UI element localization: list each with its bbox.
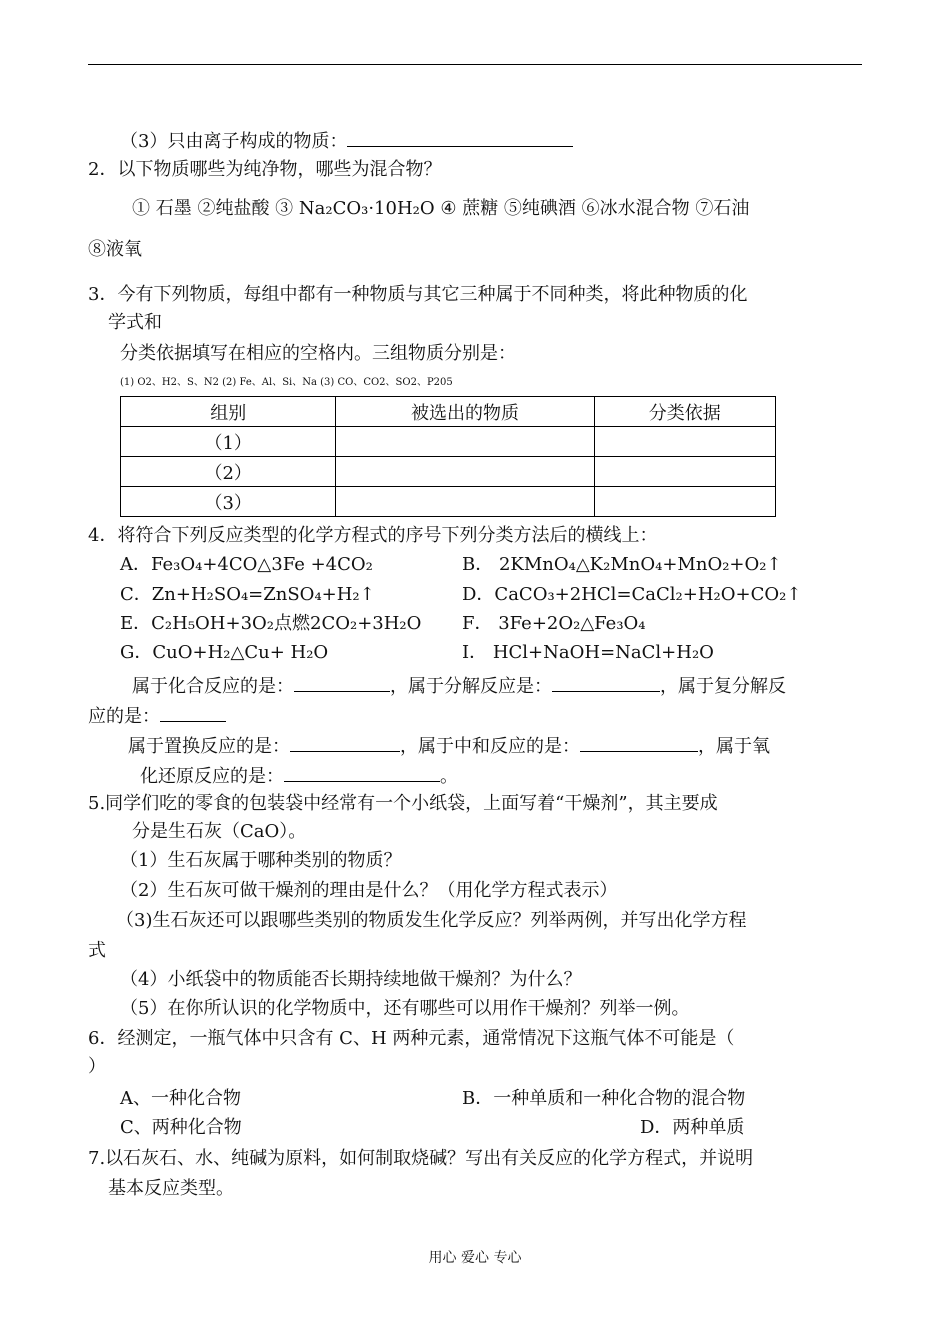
table-header: 分类依据 bbox=[594, 397, 775, 427]
q4-option-f: F． 3Fe+2O₂△Fe₃O₄ bbox=[462, 613, 646, 634]
q1-item3: （3）只由离子构成的物质： bbox=[120, 128, 573, 154]
table-cell-answer[interactable] bbox=[594, 487, 775, 517]
q2-stem: 2．以下物质哪些为纯净物，哪些为混合物？ bbox=[88, 159, 442, 180]
table-header: 组别 bbox=[121, 397, 336, 427]
q3-stem: 3．今有下列物质，每组中都有一种物质与其它三种属于不同种类，将此种物质的化 bbox=[88, 284, 748, 305]
q5-part-2: （2）生石灰可做干燥剂的理由是什么？（用化学方程式表示） bbox=[120, 880, 618, 901]
q5-part-3-cont: 式 bbox=[88, 940, 106, 961]
table-cell-answer[interactable] bbox=[336, 427, 594, 457]
table-header: 被选出的物质 bbox=[336, 397, 594, 427]
answer-blank[interactable] bbox=[347, 128, 573, 147]
q4-option-g: G．CuO+H₂△Cu+ H₂O bbox=[120, 642, 329, 663]
q3-groups: (1) O2、H2、S、N2 (2) Fe、Al、Si、Na (3) CO、CO2、SO2、P205 bbox=[120, 377, 453, 388]
answer-blank[interactable] bbox=[294, 673, 390, 692]
q4-answer-line-3: 属于置换反应的是： ，属于中和反应的是： ，属于氧 bbox=[128, 733, 770, 759]
table-cell-group: （3） bbox=[121, 487, 336, 517]
q5-part-3: （3)生石灰还可以跟哪些类别的物质发生化学反应？列举两例，并写出化学方程 bbox=[116, 910, 747, 931]
answer-blank[interactable] bbox=[552, 673, 660, 692]
q7-stem-cont: 基本反应类型。 bbox=[108, 1178, 234, 1199]
q6-stem-cont: ） bbox=[88, 1056, 106, 1077]
q4-answer-line-4: 化还原反应的是： 。 bbox=[140, 763, 458, 789]
q4-option-e: E．C₂H₅OH+3O₂点燃2CO₂+3H₂O bbox=[120, 613, 422, 634]
q4-answer-line-1: 属于化合反应的是： ，属于分解反应是： ，属于复分解反 bbox=[132, 673, 786, 699]
q2-list-cont: ⑧液氧 bbox=[88, 239, 142, 260]
table-cell-group: （1） bbox=[121, 427, 336, 457]
q4-option-b: B． 2KMnO₄△K₂MnO₄+MnO₂+O₂↑ bbox=[462, 554, 782, 575]
answer-blank[interactable] bbox=[580, 733, 698, 752]
answer-blank[interactable] bbox=[160, 703, 226, 722]
answer-blank[interactable] bbox=[284, 763, 440, 782]
table-cell-answer[interactable] bbox=[336, 487, 594, 517]
q4-option-i: I． HCl+NaOH=NaCl+H₂O bbox=[462, 642, 714, 663]
table-row bbox=[121, 457, 776, 487]
table-row bbox=[121, 427, 776, 457]
q4-option-c: C．Zn+H₂SO₄=ZnSO₄+H₂↑ bbox=[120, 584, 375, 605]
page-footer: 用心 爱心 专心 bbox=[428, 1250, 522, 1266]
q5-stem-cont: 分是生石灰（CaO）。 bbox=[132, 821, 307, 842]
table-row bbox=[121, 487, 776, 517]
q5-part-5: （5）在你所认识的化学物质中，还有哪些可以用作干燥剂？列举一例。 bbox=[120, 998, 690, 1019]
q4-option-d: D．CaCO₃+2HCl=CaCl₂+H₂O+CO₂↑ bbox=[462, 584, 802, 605]
q6-stem: 6．经测定，一瓶气体中只含有 C、H 两种元素，通常情况下这瓶气体不可能是（ bbox=[88, 1028, 735, 1049]
answer-blank[interactable] bbox=[290, 733, 400, 752]
q6-option-c: C、两种化合物 bbox=[120, 1117, 242, 1138]
table-header-row bbox=[121, 397, 776, 427]
q6-option-d: D．两种单质 bbox=[640, 1117, 745, 1138]
q3-table bbox=[120, 396, 776, 517]
q2-list: ① 石墨 ②纯盐酸 ③ Na₂CO₃·10H₂O ④ 蔗糖 ⑤纯碘酒 ⑥冰水混合物 ⑦石油 bbox=[132, 198, 750, 219]
q5-stem: 5.同学们吃的零食的包装袋中经常有一个小纸袋，上面写着“干燥剂”，其主要成 bbox=[88, 793, 718, 814]
q5-part-1: （1）生石灰属于哪种类别的物质？ bbox=[120, 850, 402, 871]
table-cell-answer[interactable] bbox=[594, 427, 775, 457]
q4-option-a: A．Fe₃O₄+4CO△3Fe +4CO₂ bbox=[120, 554, 373, 575]
q4-answer-line-2: 应的是： bbox=[88, 703, 226, 729]
table-cell-group: （2） bbox=[121, 457, 336, 487]
q4-stem: 4．将符合下列反应类型的化学方程式的序号下列分类方法后的横线上： bbox=[88, 525, 658, 546]
q5-part-4: （4）小纸袋中的物质能否长期持续地做干燥剂？为什么？ bbox=[120, 969, 582, 990]
table-cell-answer[interactable] bbox=[336, 457, 594, 487]
q6-option-b: B．一种单质和一种化合物的混合物 bbox=[462, 1088, 746, 1109]
q3-stem-cont: 学式和 bbox=[108, 312, 162, 333]
q7-stem: 7.以石灰石、水、纯碱为原料，如何制取烧碱？写出有关反应的化学方程式，并说明 bbox=[88, 1148, 754, 1169]
header-rule bbox=[88, 64, 862, 65]
table-cell-answer[interactable] bbox=[594, 457, 775, 487]
q6-option-a: A、一种化合物 bbox=[120, 1088, 241, 1109]
q3-stem-cont2: 分类依据填写在相应的空格内。三组物质分别是： bbox=[120, 343, 516, 364]
